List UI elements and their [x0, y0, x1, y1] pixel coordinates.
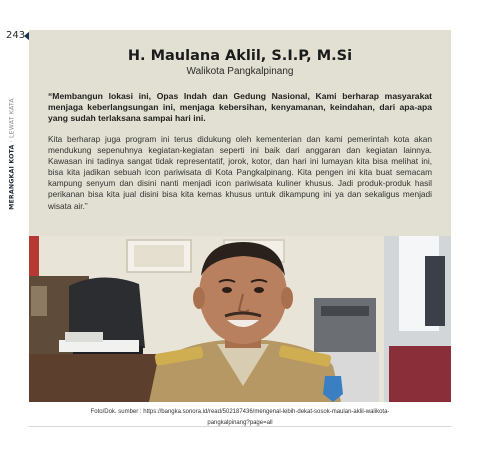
profile-role: Walikota Pangkalpinang: [186, 66, 294, 77]
profile-name: H. Maulana Aklil, S.I.P, M.Si: [127, 48, 353, 64]
body-text: Kita berharap juga program ini terus didukung oleh kementerian dan kami pemerintah kota akan mendukung sepenuhnya kegiatan-kegiatan seperti ini baik dari anggaran dan kegiatan lainnya. Kawasan ini tadinya sangat tidak representatif, jorok, kotor, dan hari ini lumayan kita bisa melihat ini, bisa kita jadikan sebuah icon pariwisata di Kota Pangkalpinang. Kita pengen ini kita buat semacam kampung senyum dan disini nanti menjadi icon pariwisata kuliner khusus. Jadi produk-produk hasil perikanan bisa kita jual disini bisa kita kemas khusus untuk dikampung ini ya dan sekaligus menjadi wisata air.”: [48, 134, 432, 211]
section-side-label: [6, 46, 18, 210]
quote-text: “Membangun lokasi ini, Opas Indah dan Gedung Nasional, Kami berharap masyarakat menjaga keberlangsungan ini, menjaga kebersihan, kenyamanan, keindahan, dari apa-apa yang sudah terlaksana sampai hari ini.: [48, 91, 432, 124]
photo-caption: [29, 407, 451, 428]
page-number: 243: [6, 30, 26, 41]
caption-divider: [29, 426, 451, 427]
profile-panel: [29, 30, 451, 236]
section-label-light: · LEWAT KATA: [8, 98, 16, 145]
portrait-photo: [29, 236, 451, 402]
photo-caption-line2: pangkalpinang?page=all: [207, 419, 273, 426]
photo-caption-line1: Foto/Dok. sumber : https://bangka.sonora.id/read/502187436/mengenal-lebih-dekat-sosok-maulan-aklil-walikota-: [90, 409, 390, 415]
section-label-bold: MERANGKAI KOTA: [8, 144, 16, 210]
